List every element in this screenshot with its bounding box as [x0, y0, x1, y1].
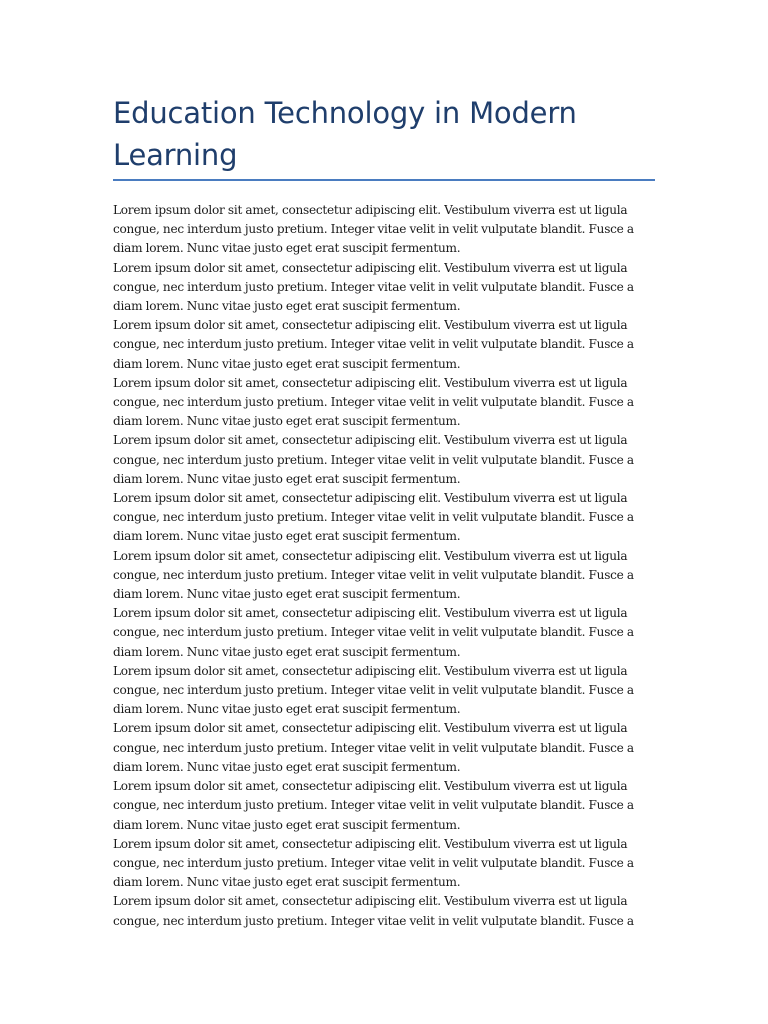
body-paragraph: Lorem ipsum dolor sit amet, consectetur adipiscing elit. Vestibulum viverra est ut ligula congue, nec interdum justo pretium. Integer vitae velit in velit vulputate blandit. Fusce a diam lorem. Nunc vitae justo eget erat suscipit fermentum. [113, 836, 634, 890]
body-paragraph: Lorem ipsum dolor sit amet, consectetur adipiscing elit. Vestibulum viverra est ut ligula congue, nec interdum justo pretium. Integer vitae velit in velit vulputate blandit. Fusce a diam lorem. Nunc vitae justo eget erat suscipit fermentum. [113, 318, 634, 371]
body-paragraph: Lorem ipsum dolor sit amet, consectetur adipiscing elit. Vestibulum viverra est ut ligula congue, nec interdum justo pretium. Integer vitae velit in velit vulputate blandit. Fusce a diam lorem. Nunc vitae justo eget erat suscipit fermentum. [113, 203, 634, 256]
body-paragraph: Lorem ipsum dolor sit amet, consectetur adipiscing elit. Vestibulum viverra est ut ligula congue, nec interdum justo pretium. Integer vitae velit in velit vulputate blandit. Fusce a diam lorem. Nunc vitae justo eget erat suscipit fermentum. [113, 606, 634, 659]
body-paragraph: Lorem ipsum dolor sit amet, consectetur adipiscing elit. Vestibulum viverra est ut ligula congue, nec interdum justo pretium. Integer vitae velit in velit vulputate blandit. Fusce a diam lorem. Nunc vitae justo eget erat suscipit fermentum. [113, 548, 634, 602]
body-paragraph: Lorem ipsum dolor sit amet, consectetur adipiscing elit. Vestibulum viverra est ut ligula congue, nec interdum justo pretium. Integer vitae velit in velit vulputate blandit. Fusce a diam lorem. Nunc vitae justo eget erat suscipit fermentum. [113, 491, 634, 544]
body-paragraph: Lorem ipsum dolor sit amet, consectetur adipiscing elit. Vestibulum viverra est ut ligula congue, nec interdum justo pretium. Integer vitae velit in velit vulputate blandit. Fusce a diam lorem. Nunc vitae justo eget erat suscipit fermentum. [113, 663, 634, 717]
body-paragraph: Lorem ipsum dolor sit amet, consectetur adipiscing elit. Vestibulum viverra est ut ligula congue, nec interdum justo pretium. Integer vitae velit in velit vulputate blandit. Fusce a diam lorem. Nunc vitae justo eget erat suscipit fermentum. [113, 375, 634, 429]
title-divider [113, 179, 655, 181]
body-paragraph: Lorem ipsum dolor sit amet, consectetur adipiscing elit. Vestibulum viverra est ut ligula congue, nec interdum justo pretium. Integer vitae velit in velit vulputate blandit. Fusce a [113, 894, 634, 928]
body-paragraph: Lorem ipsum dolor sit amet, consectetur adipiscing elit. Vestibulum viverra est ut ligula congue, nec interdum justo pretium. Integer vitae velit in velit vulputate blandit. Fusce a diam lorem. Nunc vitae justo eget erat suscipit fermentum. [113, 721, 634, 774]
body-paragraph: Lorem ipsum dolor sit amet, consectetur adipiscing elit. Vestibulum viverra est ut ligula congue, nec interdum justo pretium. Integer vitae velit in velit vulputate blandit. Fusce a diam lorem. Nunc vitae justo eget erat suscipit fermentum. [113, 433, 634, 486]
document-title: Education Technology in Modern Learning [113, 96, 577, 172]
document-body [113, 201, 658, 929]
body-paragraph: Lorem ipsum dolor sit amet, consectetur adipiscing elit. Vestibulum viverra est ut ligula congue, nec interdum justo pretium. Integer vitae velit in velit vulputate blandit. Fusce a diam lorem. Nunc vitae justo eget erat suscipit fermentum. [113, 779, 634, 832]
body-paragraph: Lorem ipsum dolor sit amet, consectetur adipiscing elit. Vestibulum viverra est ut ligula congue, nec interdum justo pretium. Integer vitae velit in velit vulputate blandit. Fusce a diam lorem. Nunc vitae justo eget erat suscipit fermentum. [113, 260, 634, 314]
